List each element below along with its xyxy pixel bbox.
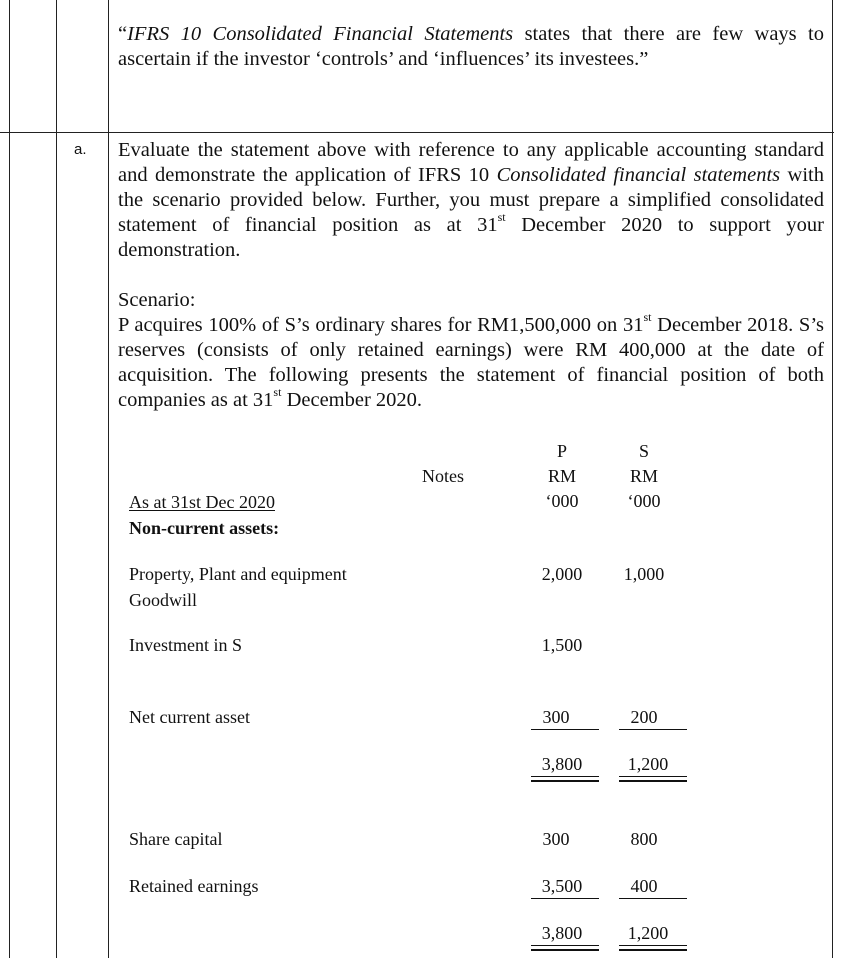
column-divider-1 — [56, 0, 57, 958]
value-p-retained: 3,500 — [541, 876, 583, 896]
total-rule-p — [531, 780, 599, 782]
column-p-currency: RM — [547, 466, 576, 486]
total-rule-s — [619, 780, 687, 782]
row-divider — [0, 132, 834, 133]
intro-statement: “IFRS 10 Consolidated Financial Statements states that there are few ways to ascertain if the investor ‘controls’ and ‘influences’ its investees.” — [118, 23, 825, 70]
value-s-total-assets: 1,200 — [627, 754, 669, 774]
equity-total-rule-s-thin — [619, 945, 687, 946]
value-s-retained: 400 — [630, 876, 658, 896]
question-label: a. — [74, 141, 87, 158]
notes-header: Notes — [422, 466, 464, 486]
row-label-net-current: Net current asset — [129, 707, 250, 727]
value-p-total-assets: 3,800 — [541, 754, 583, 774]
row-label-investment: Investment in S — [129, 635, 242, 655]
equity-total-rule-s — [619, 949, 687, 951]
date-label: As at 31st Dec 2020 — [129, 492, 275, 512]
column-s-unit: ‘000 — [627, 491, 661, 511]
value-p-net-current: 300 — [542, 707, 570, 727]
scenario-text: P acquires 100% of S’s ordinary shares for RM1,500,000 on 31st December 2018. S’s reserves (consists of only retained earnings) were RM 400,000 at the date of acquisition. The following presents the statement of financial position of both companies as at 31st December 2020. — [118, 310, 825, 411]
total-rule-s-thin — [619, 776, 687, 777]
row-label-share-capital: Share capital — [129, 829, 223, 849]
value-s-net-current: 200 — [630, 707, 658, 727]
value-s-total-equity: 1,200 — [627, 923, 669, 943]
column-divider-2 — [108, 0, 109, 958]
equity-subtotal-rule-p — [531, 898, 599, 899]
column-s-currency: RM — [629, 466, 658, 486]
column-p-name: P — [556, 441, 567, 461]
table-border-left — [9, 0, 10, 958]
section-label: Non-current assets: — [129, 518, 280, 538]
table-border-right — [832, 0, 833, 958]
scenario-heading: Scenario: — [118, 289, 196, 311]
equity-subtotal-rule-s — [619, 898, 687, 899]
value-p-ppe: 2,000 — [541, 564, 583, 584]
value-p-total-equity: 3,800 — [541, 923, 583, 943]
total-rule-p-thin — [531, 776, 599, 777]
equity-total-rule-p — [531, 949, 599, 951]
column-s-name: S — [638, 441, 649, 461]
value-p-investment: 1,500 — [541, 635, 583, 655]
row-label-ppe: Property, Plant and equipment — [129, 564, 347, 584]
subtotal-rule-s — [619, 729, 687, 730]
value-s-share-capital: 800 — [630, 829, 658, 849]
value-p-share-capital: 300 — [542, 829, 570, 849]
value-s-ppe: 1,000 — [623, 564, 665, 584]
subtotal-rule-p — [531, 729, 599, 730]
column-p-unit: ‘000 — [545, 491, 579, 511]
row-label-goodwill: Goodwill — [129, 590, 198, 610]
row-label-retained: Retained earnings — [129, 876, 259, 896]
equity-total-rule-p-thin — [531, 945, 599, 946]
question-text: Evaluate the statement above with reference to any applicable accounting standard and demonstrate the application of IFRS 10 Consolidated financial statements with the scenario provided below. Further, you must prepare a simplified consolidated statement of financial position as at 31st December 2020 to support your demonstration. — [118, 139, 824, 261]
